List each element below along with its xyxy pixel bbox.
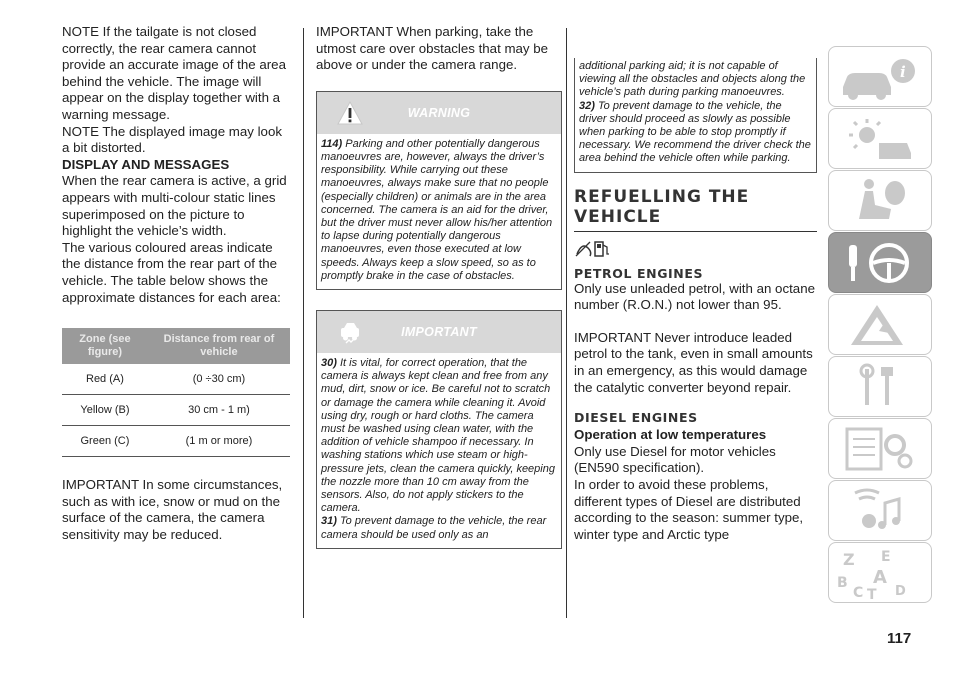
column-right [574, 58, 817, 543]
column-left [62, 24, 290, 543]
breakdown-triangle-icon [829, 295, 931, 354]
note-number: 31) [321, 515, 337, 528]
index-letter: E [881, 549, 891, 565]
tools-icon [829, 357, 931, 416]
note-number: 30) [321, 357, 337, 370]
index-letter: D [895, 584, 906, 599]
warning-text [317, 138, 561, 283]
para-diesel-spec: Only use Diesel for motor vehicles (EN590 specification). [574, 443, 776, 476]
warning-header [317, 92, 561, 134]
para-grid: When the rear camera is active, a grid appears with multi-colour static lines superimposed on the picture to highlight the vehicle’s width. [62, 173, 287, 239]
table-cell: Green (C) [62, 426, 148, 457]
column-middle [316, 24, 562, 549]
note-tailgate: NOTE If the tailgate is not closed correctly, the rear camera cannot provide an accurate image of the area behind the vehicle. The image will appear on the display together with a warning message. [62, 24, 286, 122]
page-number: 117 [887, 630, 912, 647]
index-letter: B [837, 575, 848, 591]
important-note-30 [317, 357, 561, 515]
table-cell: 30 cm - 1 m) [148, 395, 290, 426]
note-text: Parking and other potentially dangerous manoeuvres are, however, always the driver’s responsibility. While carrying out these manoeuvres, always make sure that no people (especially children) or animals are in the area concerned. The camera is an aid for the driver, but the driver must never allow his/her attention to lapse during potentially dangerous manoeuvres, even those executed at low speeds. Always keep a slow speed, so as to promptly brake in the case of obstacles. [321, 137, 553, 282]
table-row [62, 426, 290, 457]
tab-index[interactable] [828, 542, 932, 603]
column-divider [303, 28, 304, 618]
tab-safety[interactable] [828, 170, 932, 231]
important-note-32 [575, 100, 816, 166]
tab-multimedia[interactable] [828, 480, 932, 541]
index-letter: A [873, 567, 887, 588]
tab-car-info[interactable] [828, 46, 932, 107]
multimedia-music-icon [829, 481, 931, 540]
steering-wheel-key-icon [829, 233, 931, 292]
table-header-distance: Distance from rear of vehicle [148, 328, 290, 364]
heading-petrol-engines: PETROL ENGINES [574, 265, 704, 281]
note-text: To prevent damage to the vehicle, the driver should proceed as slowly as possible when parking to be able to stop promptly if necessary. We recommend the driver check the area behind the vehicle often while parking. [579, 99, 811, 165]
column-divider [566, 28, 567, 618]
table-row [62, 395, 290, 426]
note-text: To prevent damage to the vehicle, the rear camera should be used only as an [321, 515, 547, 541]
heading-diesel-engines: DIESEL ENGINES [574, 410, 698, 426]
table-cell: Red (A) [62, 364, 148, 395]
index-letter: Z [843, 550, 855, 569]
para-important-parking: IMPORTANT When parking, take the utmost care over obstacles that may be above or under the camera range. [316, 24, 549, 73]
table-cell: (1 m or more) [148, 426, 290, 457]
tab-technical-data[interactable] [828, 418, 932, 479]
technical-data-gears-icon [829, 419, 931, 478]
para-sensitivity: IMPORTANT In some circumstances, such as with ice, snow or mud on the surface of the camera, the camera sensitivity may be reduced. [62, 477, 283, 542]
note-distorted: NOTE The displayed image may look a bit distorted. [62, 123, 282, 156]
important-title: IMPORTANT [401, 325, 477, 340]
index-letter: C [853, 585, 864, 601]
unleaded-fuel-icon [574, 238, 614, 258]
tab-maintenance[interactable] [828, 356, 932, 417]
warning-title: WARNING [407, 105, 471, 120]
important-box-continued [574, 58, 817, 173]
svg-text:i: i [900, 63, 906, 81]
section-title-refuelling: REFUELLING THE VEHICLE [574, 187, 817, 232]
warning-lights-icon [829, 109, 931, 168]
para-leaded-warning: IMPORTANT Never introduce leaded petrol to the tank, even in small amounts in an emergency, as this would damage the catalytic converter beyond repair. [574, 329, 813, 395]
para-areas: The various coloured areas indicate the distance from the rear part of the vehicle. The table below shows the approximate distances for each area: [62, 239, 281, 305]
alphabetical-index-icon [829, 543, 931, 602]
car-info-icon [829, 47, 931, 106]
distance-table [62, 328, 290, 457]
note-number: 114) [321, 137, 343, 150]
table-header-zone: Zone (see figure) [62, 328, 148, 364]
table-row [62, 364, 290, 395]
tab-starting-driving[interactable] [828, 232, 932, 293]
important-box [316, 310, 562, 549]
table-cell: Yellow (B) [62, 395, 148, 426]
index-letter: T [867, 587, 877, 602]
table-cell: (0 ÷30 cm) [148, 364, 290, 395]
heading-display-messages: DISPLAY AND MESSAGES [62, 156, 230, 172]
para-petrol: Only use unleaded petrol, with an octane number (R.O.N.) not lower than 95. [574, 280, 815, 313]
note-text: It is vital, for correct operation, that the camera is always kept clean and free from any mud, dirt, snow or ice. Be careful not to scratch or damage the camera while cleaning it. Avoid using dry, rough or hard cloths. The camera must be washed using clean water, with the addition of vehicle shampoo if necessary. In washing stations which use steam or high-pressure jets, clean the camera quickly, keeping the nozzle more than 10 cm away from the sensors. Also, do not apply stickers to the camera. [321, 357, 555, 515]
tab-lights[interactable] [828, 108, 932, 169]
tab-emergency[interactable] [828, 294, 932, 355]
airbag-seat-icon [829, 171, 931, 230]
warning-box [316, 91, 562, 290]
important-note-31-cont: additional parking aid; it is not capable of viewing all the obstacles and objects along the vehicle’s path during parking manoeuvres. [579, 60, 806, 99]
important-note-31 [317, 515, 561, 541]
note-number: 32) [579, 99, 595, 112]
important-header [317, 311, 561, 353]
heading-low-temperatures: Operation at low temperatures [574, 427, 767, 443]
para-diesel-season: In order to avoid these problems, different types of Diesel are distributed according to the season: summer type, winter type and Arctic type [574, 476, 804, 542]
